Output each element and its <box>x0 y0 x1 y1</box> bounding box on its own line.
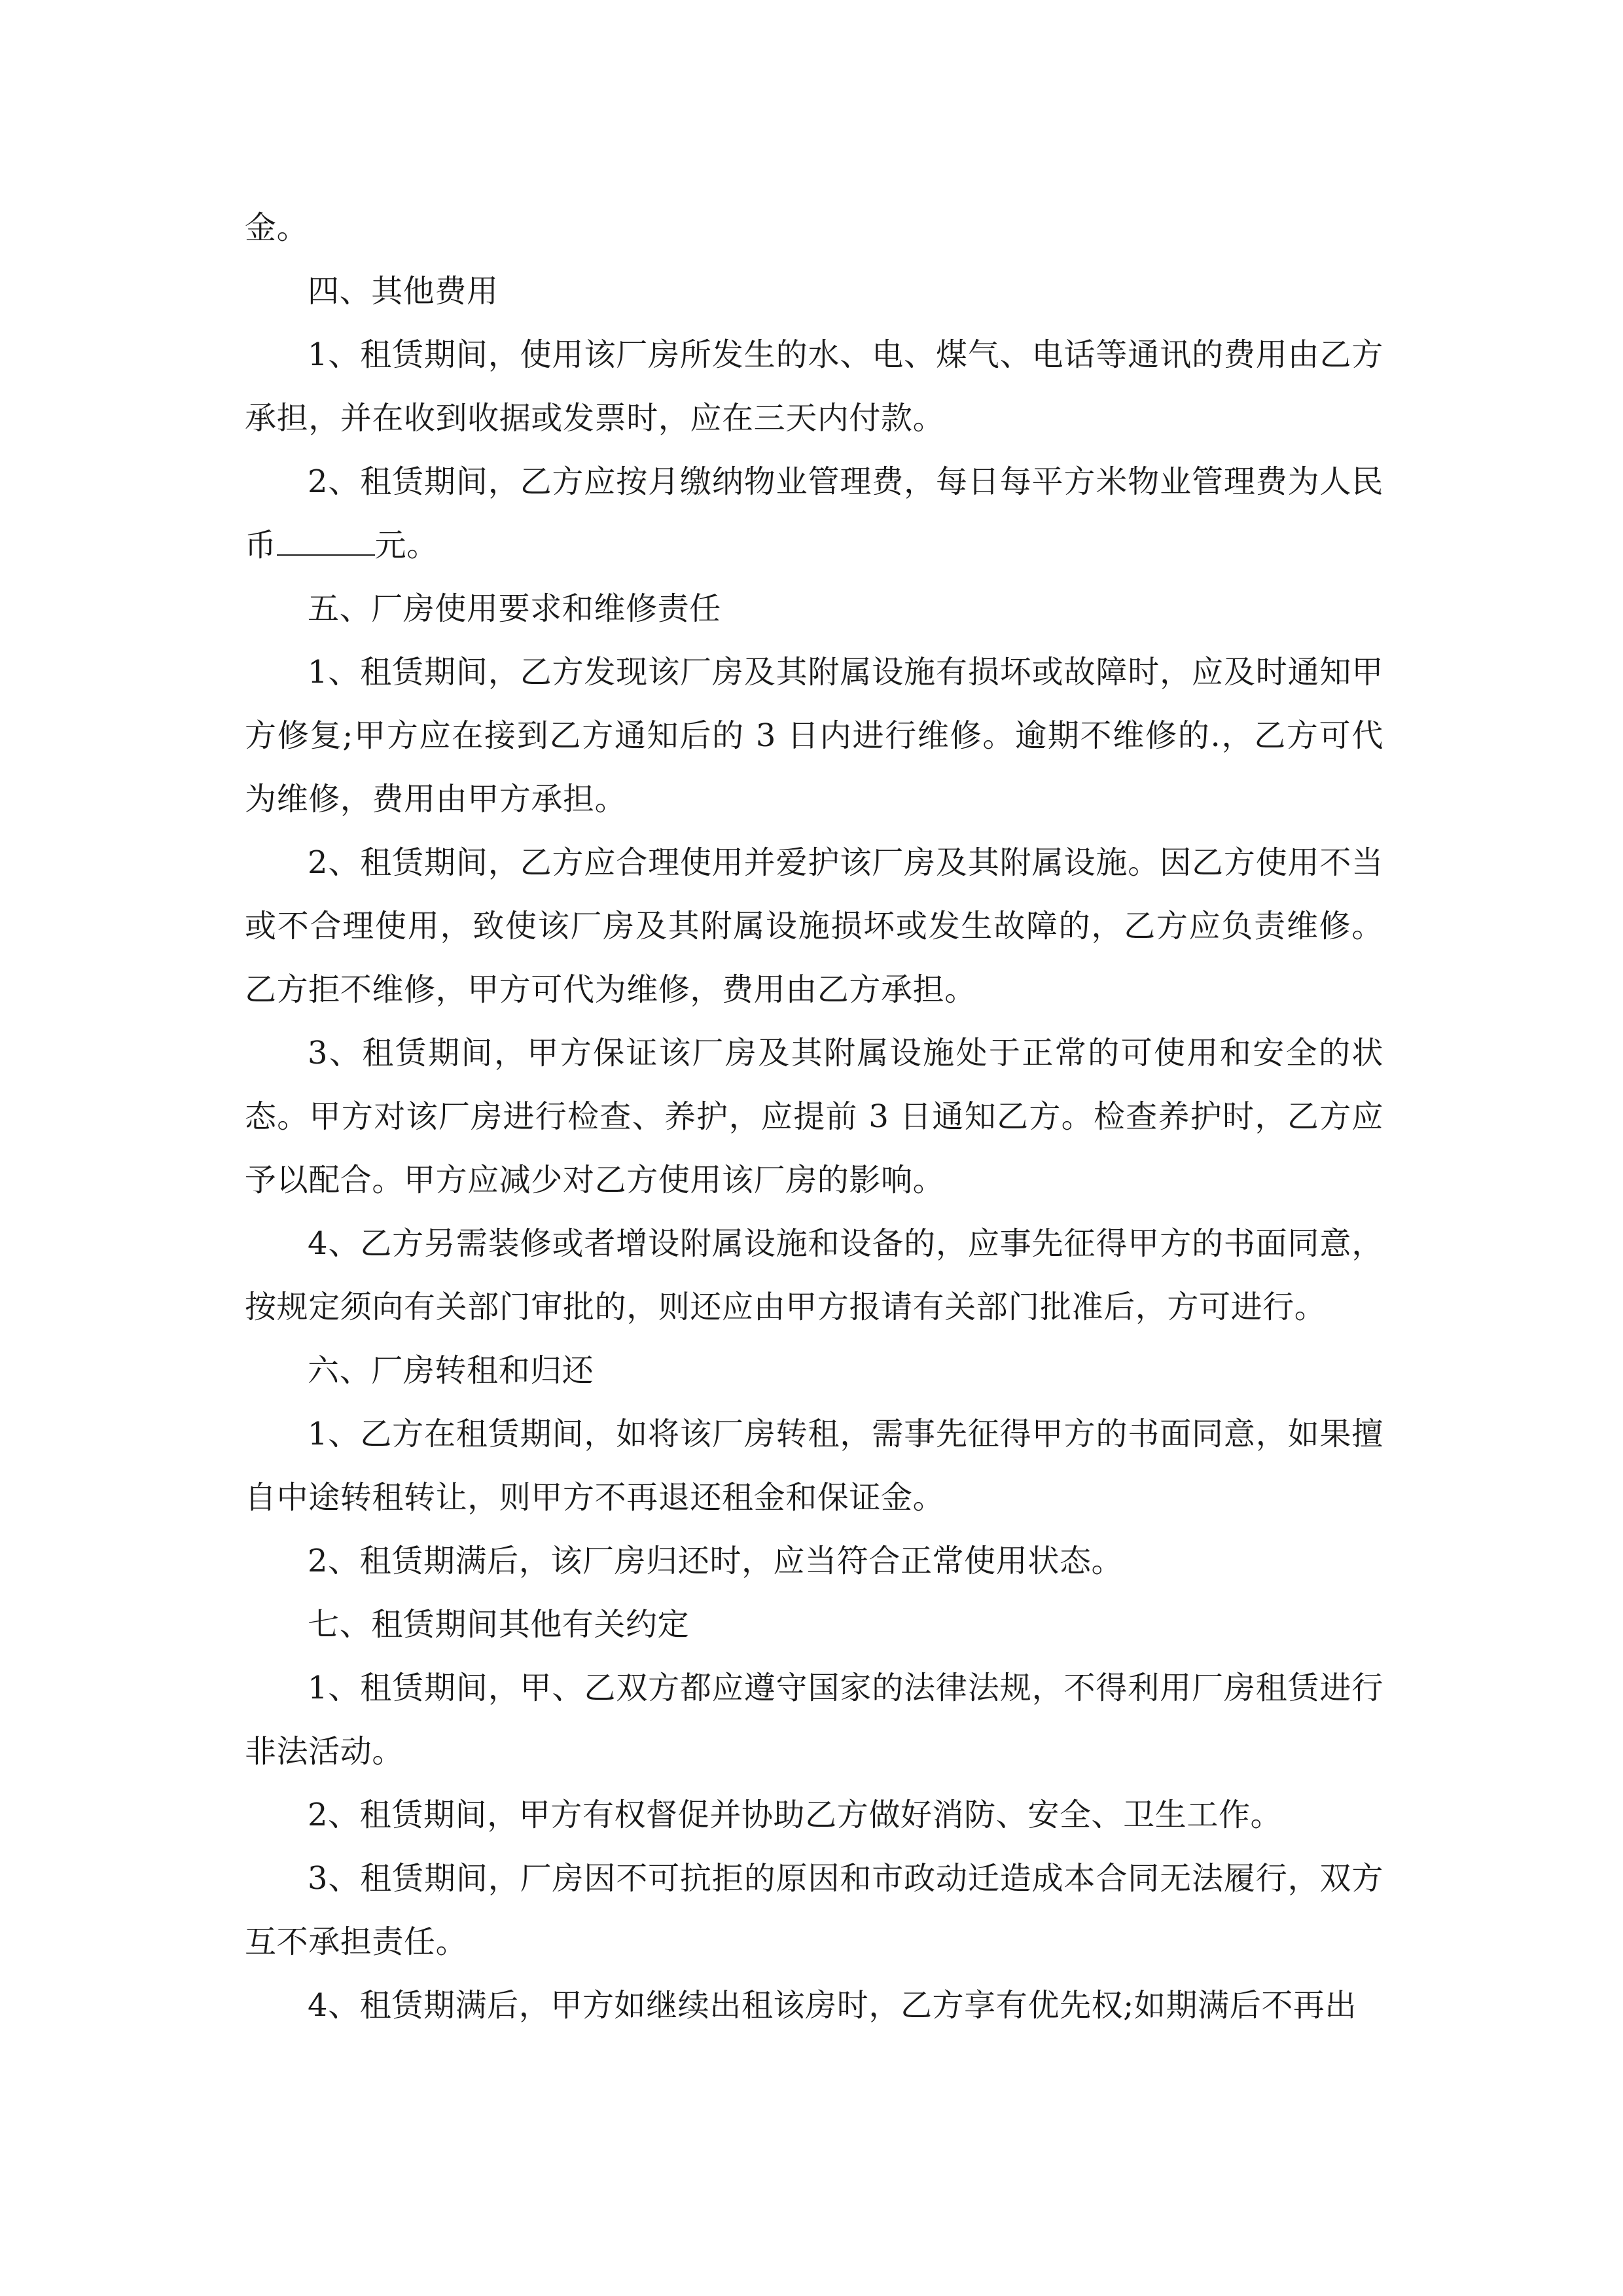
clause-legal-compliance: 1、租赁期间，甲、乙双方都应遵守国家的法律法规，不得利用厂房租赁进行非法活动。 <box>245 1670 1383 1770</box>
clause-priority-right: 4、租赁期满后，甲方如继续出租该房时，乙方享有优先权;如期满后不再出 <box>308 1987 1357 2024</box>
document-body <box>245 196 1383 2037</box>
clause-property-management-fee-unit: 元。 <box>374 527 438 564</box>
clause-utilities-fees: 1、租赁期间，使用该厂房所发生的水、电、煤气、电话等通讯的费用由乙方承担，并在收到收据或发票时，应在三天内付款。 <box>245 336 1383 437</box>
clause-repair-notification: 1、租赁期间，乙方发现该厂房及其附属设施有损坏或故障时，应及时通知甲方修复;甲方应在接到乙方通知后的 3 日内进行维修。逾期不维修的.，乙方可代为维修，费用由甲方承担。 <box>245 654 1383 817</box>
section-heading-usage-and-repair: 五、厂房使用要求和维修责任 <box>308 590 721 627</box>
section-heading-sublease-and-return: 六、厂房转租和归还 <box>308 1352 594 1389</box>
clause-renovation-approval: 4、乙方另需装修或者增设附属设施和设备的，应事先征得甲方的书面同意，按规定须向有关部门审批的，则还应由甲方报请有关部门批准后，方可进行。 <box>245 1225 1383 1325</box>
clause-sublease: 1、乙方在租赁期间，如将该厂房转租，需事先征得甲方的书面同意，如果擅自中途转租转让，则甲方不再退还租金和保证金。 <box>245 1416 1383 1516</box>
clause-safety-guarantee: 3、租赁期间，甲方保证该厂房及其附属设施处于正常的可使用和安全的状态。甲方对该厂房进行检查、养护，应提前 3 日通知乙方。检查养护时，乙方应予以配合。甲方应减少对乙方使用该厂房的影响。 <box>245 1035 1383 1198</box>
clause-safety-supervision: 2、租赁期间，甲方有权督促并协助乙方做好消防、安全、卫生工作。 <box>308 1797 1283 1833</box>
section-heading-other-fees: 四、其他费用 <box>308 273 499 310</box>
amount-blank-line <box>277 528 375 556</box>
clause-property-management-fee-text: 2、租赁期间，乙方应按月缴纳物业管理费，每日每平方米物业管理费为人民币 <box>245 463 1383 564</box>
section-heading-other-agreements: 七、租赁期间其他有关约定 <box>308 1606 690 1643</box>
paragraph-continuation: 金。 <box>245 209 309 246</box>
clause-return-condition: 2、租赁期满后，该厂房归还时，应当符合正常使用状态。 <box>308 1543 1124 1579</box>
clause-force-majeure: 3、租赁期间，厂房因不可抗拒的原因和市政动迁造成本合同无法履行，双方互不承担责任。 <box>245 1860 1383 1960</box>
clause-proper-use: 2、租赁期间，乙方应合理使用并爱护该厂房及其附属设施。因乙方使用不当或不合理使用，致使该厂房及其附属设施损坏或发生故障的，乙方应负责维修。乙方拒不维修，甲方可代为维修，费用由乙方承担。 <box>245 844 1383 1008</box>
clause-property-management-fee <box>245 450 1383 577</box>
